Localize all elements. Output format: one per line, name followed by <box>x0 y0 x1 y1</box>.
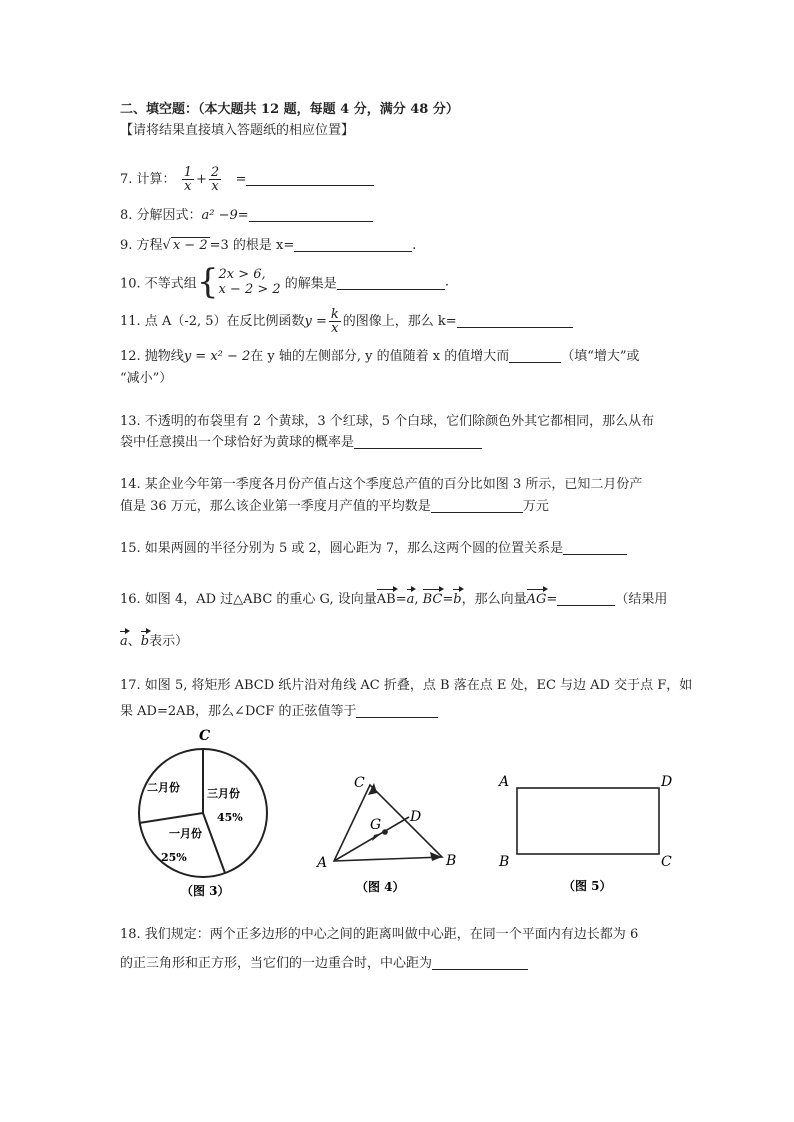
vector-b: b <box>453 592 462 607</box>
fig3-slice-mar: 三月份 <box>207 787 240 800</box>
figure-5-rectangle <box>495 768 685 900</box>
answer-blank-9[interactable] <box>294 237 412 252</box>
question-13-line1: 13. 不透明的布袋里有 2 个黄球，3 个红球，5 个白球，它们除颜色外其它都相同，那么从布 <box>120 414 655 429</box>
answer-blank-13[interactable] <box>354 434 482 449</box>
answer-blank-8[interactable] <box>249 207 373 222</box>
section-note: 【请将结果直接填入答题纸的相应位置】 <box>120 123 355 138</box>
question-8: 8. 分解因式：a² −9= <box>120 204 373 223</box>
svg-text:A: A <box>317 855 328 871</box>
question-17-line1: 17. 如图 5, 将矩形 ABCD 纸片沿对角线 AC 折叠，点 B 落在点 E 处，EC 与边 AD 交于点 F，如 <box>120 678 693 693</box>
fig3-slice-jan-value: 25% <box>161 851 187 864</box>
question-11: 11. 点 A（-2, 5）在反比例函数y = $\frac{k}{x}$ 的图像上，那么 k= <box>120 308 573 335</box>
question-13-line2: 袋中任意摸出一个球恰好为黄球的概率是 <box>120 431 482 450</box>
svg-text:C: C <box>354 775 365 791</box>
answer-blank-15[interactable] <box>563 540 627 555</box>
svg-text:D: D <box>661 774 673 790</box>
svg-text:A: A <box>499 774 510 790</box>
vector-ab: AB <box>376 592 396 607</box>
fig3-slice-mar-value: 45% <box>217 811 243 824</box>
answer-blank-14[interactable] <box>431 498 523 513</box>
fig3-slice-feb: 二月份 <box>147 781 180 794</box>
answer-blank-18[interactable] <box>432 955 528 970</box>
figure-4-triangle <box>312 765 472 900</box>
fig3-slice-jan: 一月份 <box>169 827 202 840</box>
svg-text:C: C <box>661 854 672 870</box>
question-7: 7. 计算： $\frac{1}{x}$ + $\frac{2}{x}$ = <box>120 166 374 193</box>
answer-blank-11[interactable] <box>457 313 573 328</box>
vector-a: a <box>406 592 415 607</box>
inequality-system: 2x > 6, x − 2 > 2 <box>218 267 281 297</box>
question-15: 15. 如果两圆的半径分别为 5 或 2，圆心距为 7，那么这两个圆的位置关系是 <box>120 537 627 556</box>
question-12-line2: “减小”） <box>120 371 173 386</box>
fraction-k-over-x: $\frac{k}{x}$ <box>330 307 339 336</box>
answer-blank-7[interactable] <box>246 171 374 186</box>
question-16-line2: a、b表示） <box>120 634 189 649</box>
vector-bc: BC <box>422 592 443 607</box>
sqrt-radicand: x − 2 <box>172 238 208 253</box>
figure-3-pie <box>125 725 285 900</box>
svg-text:D: D <box>410 809 422 825</box>
question-16: 16. 如图 4，AD 过△ABC 的重心 G, 设向量AB=a, BC=b，那么向量AG= （结果用 <box>120 592 668 607</box>
fraction-2-over-x: $\frac{2}{x}$ <box>210 165 220 194</box>
question-14-line1: 14. 某企业今年第一季度各月份产值占这个季度总产值的百分比如图 3 所示，已知二月份产 <box>120 477 643 492</box>
svg-text:B: B <box>499 854 510 870</box>
fig3-label-c: C <box>199 728 211 744</box>
fraction-1-over-x: $\frac{1}{x}$ <box>183 165 192 194</box>
answer-blank-16[interactable] <box>557 591 615 606</box>
fig4-caption: （图 4） <box>356 880 405 894</box>
question-18-line2: 的正三角形和正方形，当它们的一边重合时，中心距为 <box>120 952 528 971</box>
svg-text:B: B <box>446 853 457 869</box>
question-12: 12. 抛物线y = x² − 2在 y 轴的左侧部分, y 的值随着 x 的值增大而 （填“增大”或 <box>120 349 640 364</box>
vector-ag: AG <box>526 592 547 607</box>
svg-text:G: G <box>370 817 382 833</box>
answer-blank-17[interactable] <box>356 703 438 718</box>
question-17-line2: 果 AD=2AB，那么∠DCF 的正弦值等于 <box>120 700 438 719</box>
section-title: 二、填空题：（本大题共 12 题，每题 4 分，满分 48 分） <box>120 102 459 117</box>
question-10: 10. 不等式组{ 2x > 6, x − 2 > 2 的解集是 . <box>120 262 449 302</box>
fig3-caption: （图 3） <box>181 884 230 898</box>
answer-blank-12[interactable] <box>509 348 561 363</box>
answer-blank-10[interactable] <box>337 275 445 290</box>
question-18-line1: 18. 我们规定：两个正多边形的中心之间的距离叫做中心距，在同一个平面内有边长都为 6 <box>120 927 639 942</box>
question-9: 9. 方程√ x − 2 =3 的根是 x= . <box>120 238 417 253</box>
question-14-line2: 值是 36 万元，那么该企业第一季度月产值的平均数是 万元 <box>120 499 549 514</box>
fig5-caption: （图 5） <box>563 879 612 893</box>
